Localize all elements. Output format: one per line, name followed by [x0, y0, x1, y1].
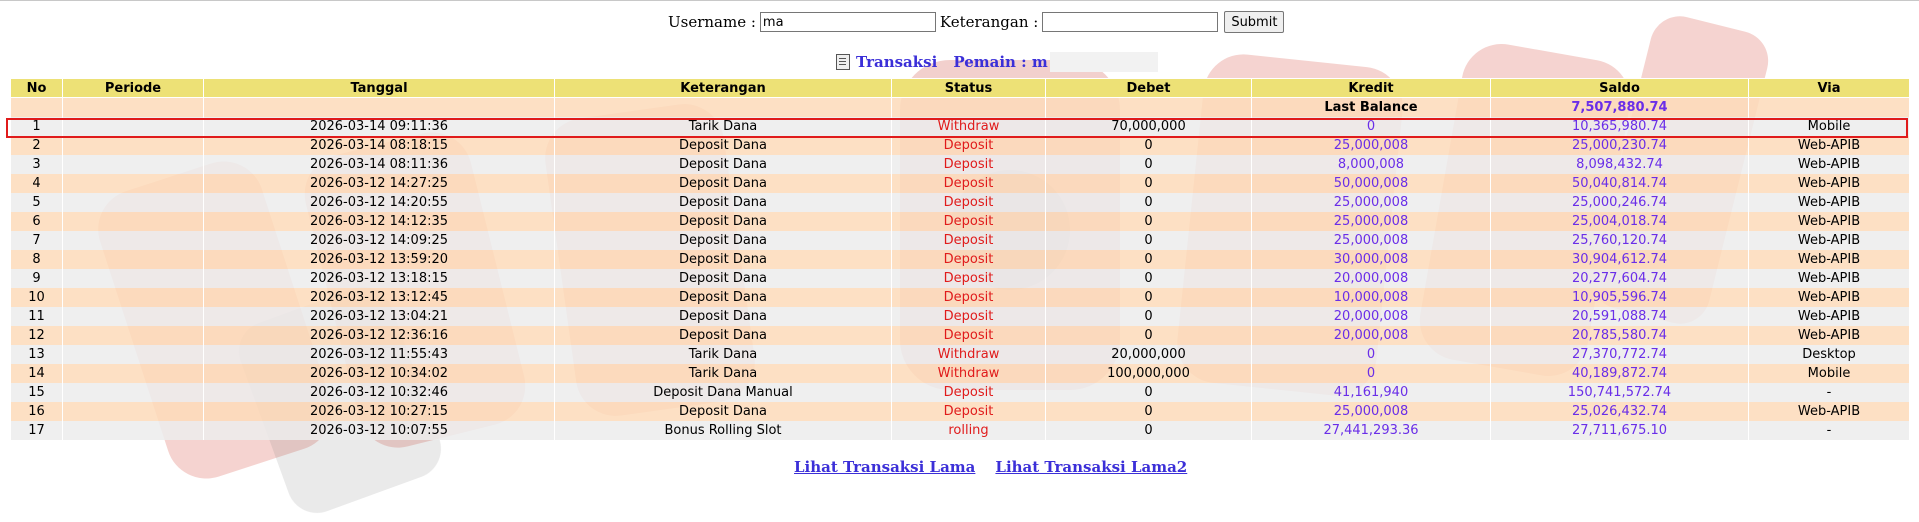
submit-button[interactable]: Submit	[1224, 11, 1284, 33]
cell-saldo: 20,785,580.74	[1491, 326, 1749, 345]
table-row	[11, 117, 1910, 136]
cell-tanggal: 2026-03-12 12:36:16	[204, 326, 555, 345]
cell-keterangan: Deposit Dana	[555, 288, 892, 307]
cell-periode	[63, 364, 204, 383]
cell-via: -	[1749, 383, 1910, 402]
cell-no: 4	[11, 174, 63, 193]
cell-saldo: 150,741,572.74	[1491, 383, 1749, 402]
cell-status: Deposit	[892, 326, 1046, 345]
table-row	[11, 288, 1910, 307]
cell-tanggal: 2026-03-14 09:11:36	[204, 117, 555, 136]
cell-status: Withdraw	[892, 364, 1046, 383]
cell-keterangan: Tarik Dana	[555, 117, 892, 136]
cell-via: Web-APIB	[1749, 402, 1910, 421]
cell-keterangan: Deposit Dana Manual	[555, 383, 892, 402]
cell-via: Web-APIB	[1749, 231, 1910, 250]
table-row	[11, 193, 1910, 212]
table-row	[11, 421, 1910, 440]
cell-keterangan: Deposit Dana	[555, 402, 892, 421]
cell-tanggal: 2026-03-12 14:12:35	[204, 212, 555, 231]
cell-saldo: 50,040,814.74	[1491, 174, 1749, 193]
cell-via: Web-APIB	[1749, 155, 1910, 174]
cell-status: Withdraw	[892, 345, 1046, 364]
cell-status: Deposit	[892, 174, 1046, 193]
cell-periode	[63, 288, 204, 307]
cell-periode	[63, 402, 204, 421]
last-balance-label: Last Balance	[1252, 98, 1491, 118]
col-header-tanggal[interactable]: Tanggal	[204, 79, 555, 98]
cell-status: Deposit	[892, 155, 1046, 174]
cell-saldo: 20,591,088.74	[1491, 307, 1749, 326]
caption-player: Pemain : m	[953, 53, 1048, 71]
table-row	[11, 269, 1910, 288]
cell-status: Deposit	[892, 231, 1046, 250]
cell-saldo: 30,904,612.74	[1491, 250, 1749, 269]
cell-no: 9	[11, 269, 63, 288]
cell-periode	[63, 269, 204, 288]
cell-status: Deposit	[892, 250, 1046, 269]
cell-saldo: 27,711,675.10	[1491, 421, 1749, 440]
cell-debet: 0	[1046, 288, 1252, 307]
table-row	[11, 364, 1910, 383]
table-row	[11, 155, 1910, 174]
link-old-transactions[interactable]: Lihat Transaksi Lama	[794, 458, 976, 476]
cell-keterangan: Deposit Dana	[555, 136, 892, 155]
cell-tanggal: 2026-03-14 08:18:15	[204, 136, 555, 155]
cell-no: 6	[11, 212, 63, 231]
cell-tanggal: 2026-03-12 14:09:25	[204, 231, 555, 250]
cell-periode	[63, 326, 204, 345]
cell-kredit: 50,000,008	[1252, 174, 1491, 193]
cell-status: Deposit	[892, 288, 1046, 307]
cell-kredit: 25,000,008	[1252, 136, 1491, 155]
cell-keterangan: Deposit Dana	[555, 326, 892, 345]
cell-tanggal: 2026-03-12 11:55:43	[204, 345, 555, 364]
table-row	[11, 307, 1910, 326]
cell-no: 15	[11, 383, 63, 402]
cell-keterangan: Deposit Dana	[555, 269, 892, 288]
table-row	[11, 231, 1910, 250]
cell-no: 12	[11, 326, 63, 345]
cell-periode	[63, 155, 204, 174]
cell-status: Deposit	[892, 193, 1046, 212]
username-input[interactable]	[760, 12, 936, 32]
col-header-debet[interactable]: Debet	[1046, 79, 1252, 98]
cell-periode	[63, 421, 204, 440]
cell-tanggal: 2026-03-12 14:27:25	[204, 174, 555, 193]
cell-no: 8	[11, 250, 63, 269]
cell-debet: 0	[1046, 326, 1252, 345]
cell-saldo: 10,905,596.74	[1491, 288, 1749, 307]
keterangan-label: Keterangan :	[939, 13, 1039, 31]
cell-kredit: 10,000,008	[1252, 288, 1491, 307]
top-border	[0, 0, 1919, 1]
cell-periode	[63, 345, 204, 364]
cell-kredit: 25,000,008	[1252, 231, 1491, 250]
cell-status: Deposit	[892, 269, 1046, 288]
table-row	[11, 174, 1910, 193]
redacted-player-name	[1050, 52, 1158, 72]
cell-status: Deposit	[892, 212, 1046, 231]
cell-kredit: 41,161,940	[1252, 383, 1491, 402]
cell-no: 17	[11, 421, 63, 440]
cell-kredit: 20,000,008	[1252, 269, 1491, 288]
cell-via: Web-APIB	[1749, 250, 1910, 269]
cell-kredit: 27,441,293.36	[1252, 421, 1491, 440]
table-caption	[836, 52, 1158, 72]
cell-status: Deposit	[892, 402, 1046, 421]
cell-no: 11	[11, 307, 63, 326]
cell-tanggal: 2026-03-12 10:07:55	[204, 421, 555, 440]
cell-keterangan: Deposit Dana	[555, 231, 892, 250]
cell-kredit: 0	[1252, 117, 1491, 136]
col-header-kredit[interactable]: Kredit	[1252, 79, 1491, 98]
cell-no: 10	[11, 288, 63, 307]
document-icon	[836, 54, 850, 70]
cell-keterangan: Tarik Dana	[555, 364, 892, 383]
cell-keterangan: Deposit Dana	[555, 212, 892, 231]
cell-saldo: 27,370,772.74	[1491, 345, 1749, 364]
cell-tanggal: 2026-03-14 08:11:36	[204, 155, 555, 174]
cell-saldo: 8,098,432.74	[1491, 155, 1749, 174]
pagination-links	[794, 458, 1187, 476]
cell-via: -	[1749, 421, 1910, 440]
cell-debet: 100,000,000	[1046, 364, 1252, 383]
cell-periode	[63, 250, 204, 269]
cell-debet: 0	[1046, 193, 1252, 212]
cell-periode	[63, 174, 204, 193]
cell-tanggal: 2026-03-12 13:04:21	[204, 307, 555, 326]
cell-debet: 0	[1046, 250, 1252, 269]
cell-no: 5	[11, 193, 63, 212]
cell-debet: 0	[1046, 269, 1252, 288]
cell-tanggal: 2026-03-12 10:34:02	[204, 364, 555, 383]
col-header-periode[interactable]: Periode	[63, 79, 204, 98]
cell-keterangan: Deposit Dana	[555, 155, 892, 174]
cell-no: 13	[11, 345, 63, 364]
cell-keterangan: Deposit Dana	[555, 307, 892, 326]
cell-no: 3	[11, 155, 63, 174]
username-label: Username :	[668, 13, 756, 31]
cell-periode	[63, 212, 204, 231]
cell-debet: 0	[1046, 421, 1252, 440]
cell-kredit: 0	[1252, 345, 1491, 364]
cell-periode	[63, 136, 204, 155]
cell-kredit: 0	[1252, 364, 1491, 383]
col-header-keterangan[interactable]: Keterangan	[555, 79, 892, 98]
table-row	[11, 383, 1910, 402]
cell-debet: 70,000,000	[1046, 117, 1252, 136]
cell-debet: 0	[1046, 174, 1252, 193]
cell-no: 7	[11, 231, 63, 250]
col-header-status[interactable]: Status	[892, 79, 1046, 98]
col-header-via[interactable]: Via	[1749, 79, 1910, 98]
cell-debet: 0	[1046, 155, 1252, 174]
cell-saldo: 25,004,018.74	[1491, 212, 1749, 231]
cell-debet: 0	[1046, 212, 1252, 231]
cell-via: Web-APIB	[1749, 193, 1910, 212]
cell-keterangan: Bonus Rolling Slot	[555, 421, 892, 440]
cell-status: Deposit	[892, 136, 1046, 155]
cell-via: Web-APIB	[1749, 136, 1910, 155]
cell-debet: 0	[1046, 307, 1252, 326]
cell-keterangan: Deposit Dana	[555, 250, 892, 269]
cell-periode	[63, 307, 204, 326]
cell-keterangan: Deposit Dana	[555, 174, 892, 193]
cell-kredit: 25,000,008	[1252, 193, 1491, 212]
cell-status: Deposit	[892, 383, 1046, 402]
cell-no: 1	[11, 117, 63, 136]
cell-debet: 20,000,000	[1046, 345, 1252, 364]
cell-saldo: 20,277,604.74	[1491, 269, 1749, 288]
cell-kredit: 30,000,008	[1252, 250, 1491, 269]
cell-via: Web-APIB	[1749, 212, 1910, 231]
search-form	[668, 10, 1284, 34]
cell-status: rolling	[892, 421, 1046, 440]
cell-via: Mobile	[1749, 364, 1910, 383]
table-row	[11, 136, 1910, 155]
table-row	[11, 250, 1910, 269]
cell-keterangan: Tarik Dana	[555, 345, 892, 364]
cell-periode	[63, 383, 204, 402]
keterangan-input[interactable]	[1042, 12, 1218, 32]
cell-status: Deposit	[892, 307, 1046, 326]
table-row	[11, 212, 1910, 231]
cell-kredit: 25,000,008	[1252, 212, 1491, 231]
cell-via: Web-APIB	[1749, 288, 1910, 307]
transaction-table	[10, 78, 1910, 440]
cell-debet: 0	[1046, 402, 1252, 421]
cell-periode	[63, 193, 204, 212]
cell-tanggal: 2026-03-12 13:18:15	[204, 269, 555, 288]
cell-via: Web-APIB	[1749, 326, 1910, 345]
table-row	[11, 345, 1910, 364]
cell-kredit: 20,000,008	[1252, 326, 1491, 345]
cell-tanggal: 2026-03-12 13:12:45	[204, 288, 555, 307]
cell-saldo: 40,189,872.74	[1491, 364, 1749, 383]
cell-no: 2	[11, 136, 63, 155]
cell-tanggal: 2026-03-12 13:59:20	[204, 250, 555, 269]
cell-via: Web-APIB	[1749, 269, 1910, 288]
link-old-transactions-2[interactable]: Lihat Transaksi Lama2	[995, 458, 1188, 476]
cell-status: Withdraw	[892, 117, 1046, 136]
cell-via: Web-APIB	[1749, 174, 1910, 193]
cell-tanggal: 2026-03-12 10:27:15	[204, 402, 555, 421]
cell-saldo: 25,760,120.74	[1491, 231, 1749, 250]
cell-no: 16	[11, 402, 63, 421]
cell-via: Desktop	[1749, 345, 1910, 364]
cell-kredit: 20,000,008	[1252, 307, 1491, 326]
col-header-no[interactable]: No	[11, 79, 63, 98]
col-header-saldo[interactable]: Saldo	[1491, 79, 1749, 98]
cell-tanggal: 2026-03-12 14:20:55	[204, 193, 555, 212]
cell-debet: 0	[1046, 231, 1252, 250]
cell-via: Mobile	[1749, 117, 1910, 136]
cell-kredit: 25,000,008	[1252, 402, 1491, 421]
table-header-row	[11, 79, 1910, 98]
table-row	[11, 326, 1910, 345]
cell-periode	[63, 231, 204, 250]
cell-saldo: 25,000,230.74	[1491, 136, 1749, 155]
last-balance-row	[11, 98, 1910, 118]
cell-saldo: 25,000,246.74	[1491, 193, 1749, 212]
cell-keterangan: Deposit Dana	[555, 193, 892, 212]
last-balance-value: 7,507,880.74	[1491, 98, 1749, 118]
cell-saldo: 25,026,432.74	[1491, 402, 1749, 421]
cell-debet: 0	[1046, 383, 1252, 402]
caption-title: Transaksi	[856, 53, 938, 71]
cell-kredit: 8,000,008	[1252, 155, 1491, 174]
table-row	[11, 402, 1910, 421]
cell-periode	[63, 117, 204, 136]
cell-no: 14	[11, 364, 63, 383]
cell-tanggal: 2026-03-12 10:32:46	[204, 383, 555, 402]
cell-debet: 0	[1046, 136, 1252, 155]
cell-via: Web-APIB	[1749, 307, 1910, 326]
cell-saldo: 10,365,980.74	[1491, 117, 1749, 136]
